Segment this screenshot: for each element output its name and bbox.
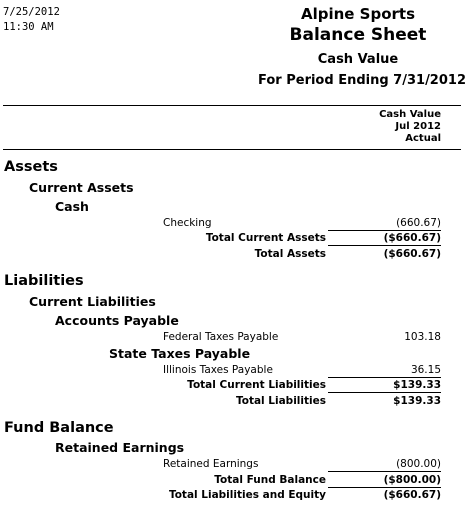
- total-current-assets-amount: ($660.67): [383, 232, 441, 244]
- total-current-assets-label: Total Current Assets: [205, 232, 326, 244]
- total-line: [328, 392, 441, 393]
- report-time: 11:30 AM: [3, 21, 54, 33]
- total-line: [328, 245, 441, 246]
- checking-amount: (660.67): [396, 217, 441, 229]
- federal-taxes-label: Federal Taxes Payable: [163, 331, 279, 343]
- subtotal-line: [328, 471, 441, 472]
- subtotal-line: [328, 230, 441, 231]
- accounts-payable-heading: Accounts Payable: [55, 313, 179, 328]
- total-fund-balance-amount: ($800.00): [383, 474, 441, 486]
- checking-label: Checking: [163, 217, 212, 229]
- assets-heading: Assets: [4, 159, 58, 175]
- total-assets-label: Total Assets: [254, 248, 326, 260]
- column-header-line2: Jul 2012: [395, 121, 441, 132]
- report-date: 7/25/2012: [3, 6, 60, 18]
- federal-taxes-amount: 103.18: [404, 331, 441, 343]
- total-fund-balance-label: Total Fund Balance: [214, 474, 326, 486]
- total-line: [328, 487, 441, 488]
- column-rule: [3, 149, 461, 150]
- total-current-liabilities-label: Total Current Liabilities: [187, 379, 326, 391]
- column-header-line3: Actual: [405, 133, 441, 144]
- illinois-taxes-label: Illinois Taxes Payable: [163, 364, 273, 376]
- state-taxes-heading: State Taxes Payable: [109, 346, 251, 361]
- column-header-line1: Cash Value: [379, 109, 441, 120]
- cash-heading: Cash: [55, 199, 89, 214]
- report-title: Balance Sheet: [289, 25, 427, 45]
- illinois-taxes-amount: 36.15: [410, 364, 441, 376]
- total-liabilities-equity-label: Total Liabilities and Equity: [168, 489, 326, 501]
- subtotal-line: [328, 377, 441, 378]
- current-assets-heading: Current Assets: [29, 180, 134, 195]
- total-current-liabilities-amount: $139.33: [393, 379, 441, 391]
- header-rule: [3, 105, 461, 106]
- current-liabilities-heading: Current Liabilities: [29, 294, 156, 309]
- total-liabilities-equity-amount: ($660.67): [383, 489, 441, 501]
- report-basis: Cash Value: [317, 52, 399, 67]
- retained-earnings-heading: Retained Earnings: [55, 440, 185, 455]
- total-assets-amount: ($660.67): [383, 248, 441, 260]
- column-header: [379, 109, 441, 145]
- retained-earnings-label: Retained Earnings: [163, 458, 259, 470]
- company-name: Alpine Sports: [300, 5, 416, 23]
- total-liabilities-amount: $139.33: [393, 395, 441, 407]
- retained-earnings-amount: (800.00): [396, 458, 441, 470]
- liabilities-heading: Liabilities: [4, 273, 84, 289]
- total-liabilities-label: Total Liabilities: [235, 395, 326, 407]
- fund-balance-heading: Fund Balance: [4, 420, 114, 436]
- report-period: For Period Ending 7/31/2012: [258, 73, 466, 88]
